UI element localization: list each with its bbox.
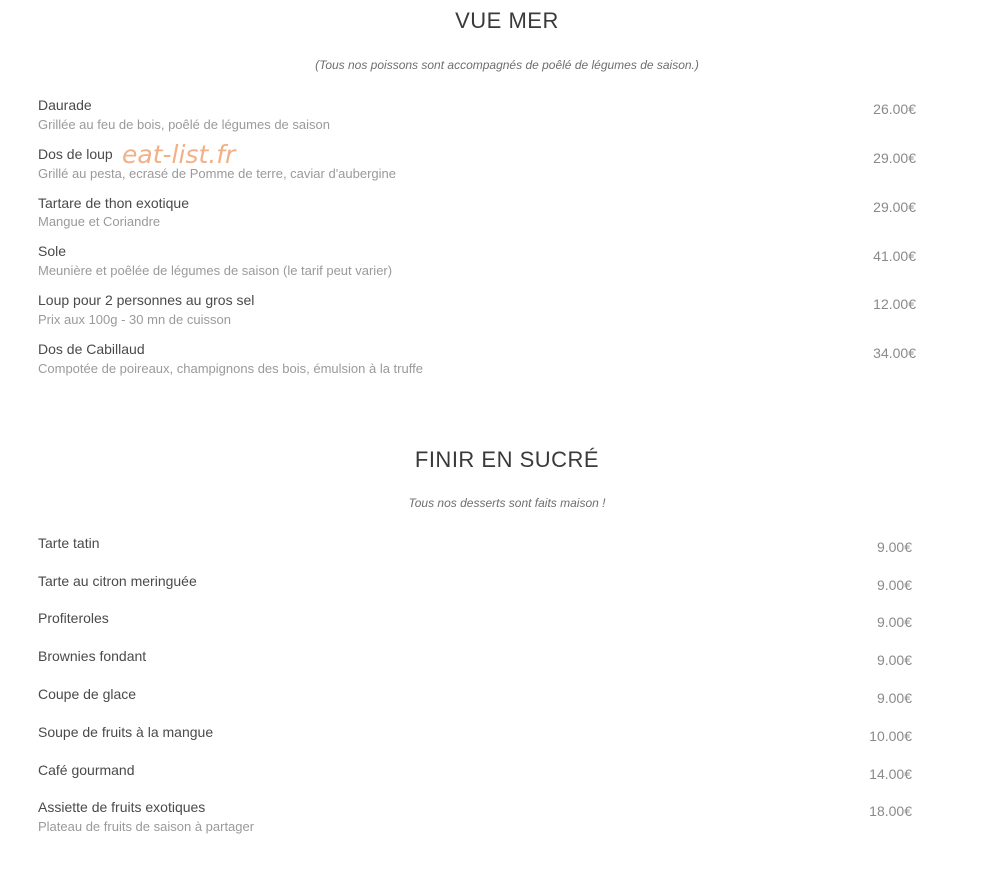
menu-item-price: 9.00€ [876,690,912,706]
menu-item-price: 29.00€ [873,150,916,166]
menu-item-name: Sole [38,243,67,259]
menu-item-price: 9.00€ [876,652,912,668]
menu-item-name: Brownies fondant [38,648,147,664]
menu-item-description: Grillée au feu de bois, poêlé de légumes de saison [38,117,330,132]
menu-item-name: Dos de Cabillaud [38,341,145,357]
section-note-vue-mer: (Tous nos poissons sont accompagnés de poêlé de légumes de saison.) [315,58,699,72]
menu-item-name: Assiette de fruits exotiques [38,799,206,815]
menu-item-description: Compotée de poireaux, champignons des bois, émulsion à la truffe [38,361,423,376]
menu-item-price: 10.00€ [869,728,912,744]
menu-item-price: 26.00€ [873,101,916,117]
menu-item-description: Grillé au pesta, ecrasé de Pomme de terre, caviar d'aubergine [38,166,397,181]
section-title-vue-mer: VUE MER [455,8,559,33]
section-title-finir-en-sucre: FINIR EN SUCRÉ [414,447,600,472]
menu-item-price: 9.00€ [876,577,912,593]
menu-item-description: Meunière et poêlée de légumes de saison (le tarif peut varier) [38,263,393,278]
menu-item-name: Tarte au citron meringuée [38,573,197,589]
menu-item-name: Soupe de fruits à la mangue [38,724,214,740]
menu-item-name: Tartare de thon exotique [38,195,189,211]
menu-item-name: Dos de loup [38,146,113,162]
menu-item-price: 18.00€ [869,803,912,819]
section-note-desserts: Tous nos desserts sont faits maison ! [408,496,606,510]
menu-item-price: 9.00€ [876,614,912,630]
menu-item-name: Daurade [38,97,92,113]
menu-item-price: 29.00€ [873,199,916,215]
menu-item-description: Mangue et Coriandre [38,214,161,229]
menu-item-description: Prix aux 100g - 30 mn de cuisson [38,312,231,327]
menu-item-name: Coupe de glace [38,686,137,702]
menu-item-name: Tarte tatin [38,535,100,551]
menu-item-description: Plateau de fruits de saison à partager [38,819,255,834]
watermark-logo: eat-list.fr [122,140,236,169]
menu-item-name: Loup pour 2 personnes au gros sel [38,292,255,308]
menu-item-name: Profiteroles [38,610,109,626]
menu-item-price: 41.00€ [873,248,916,264]
menu-item-price: 12.00€ [873,296,916,312]
menu-item-price: 34.00€ [873,345,916,361]
menu-item-name: Café gourmand [38,762,135,778]
menu-item-price: 14.00€ [869,766,912,782]
menu-item-price: 9.00€ [876,539,912,555]
